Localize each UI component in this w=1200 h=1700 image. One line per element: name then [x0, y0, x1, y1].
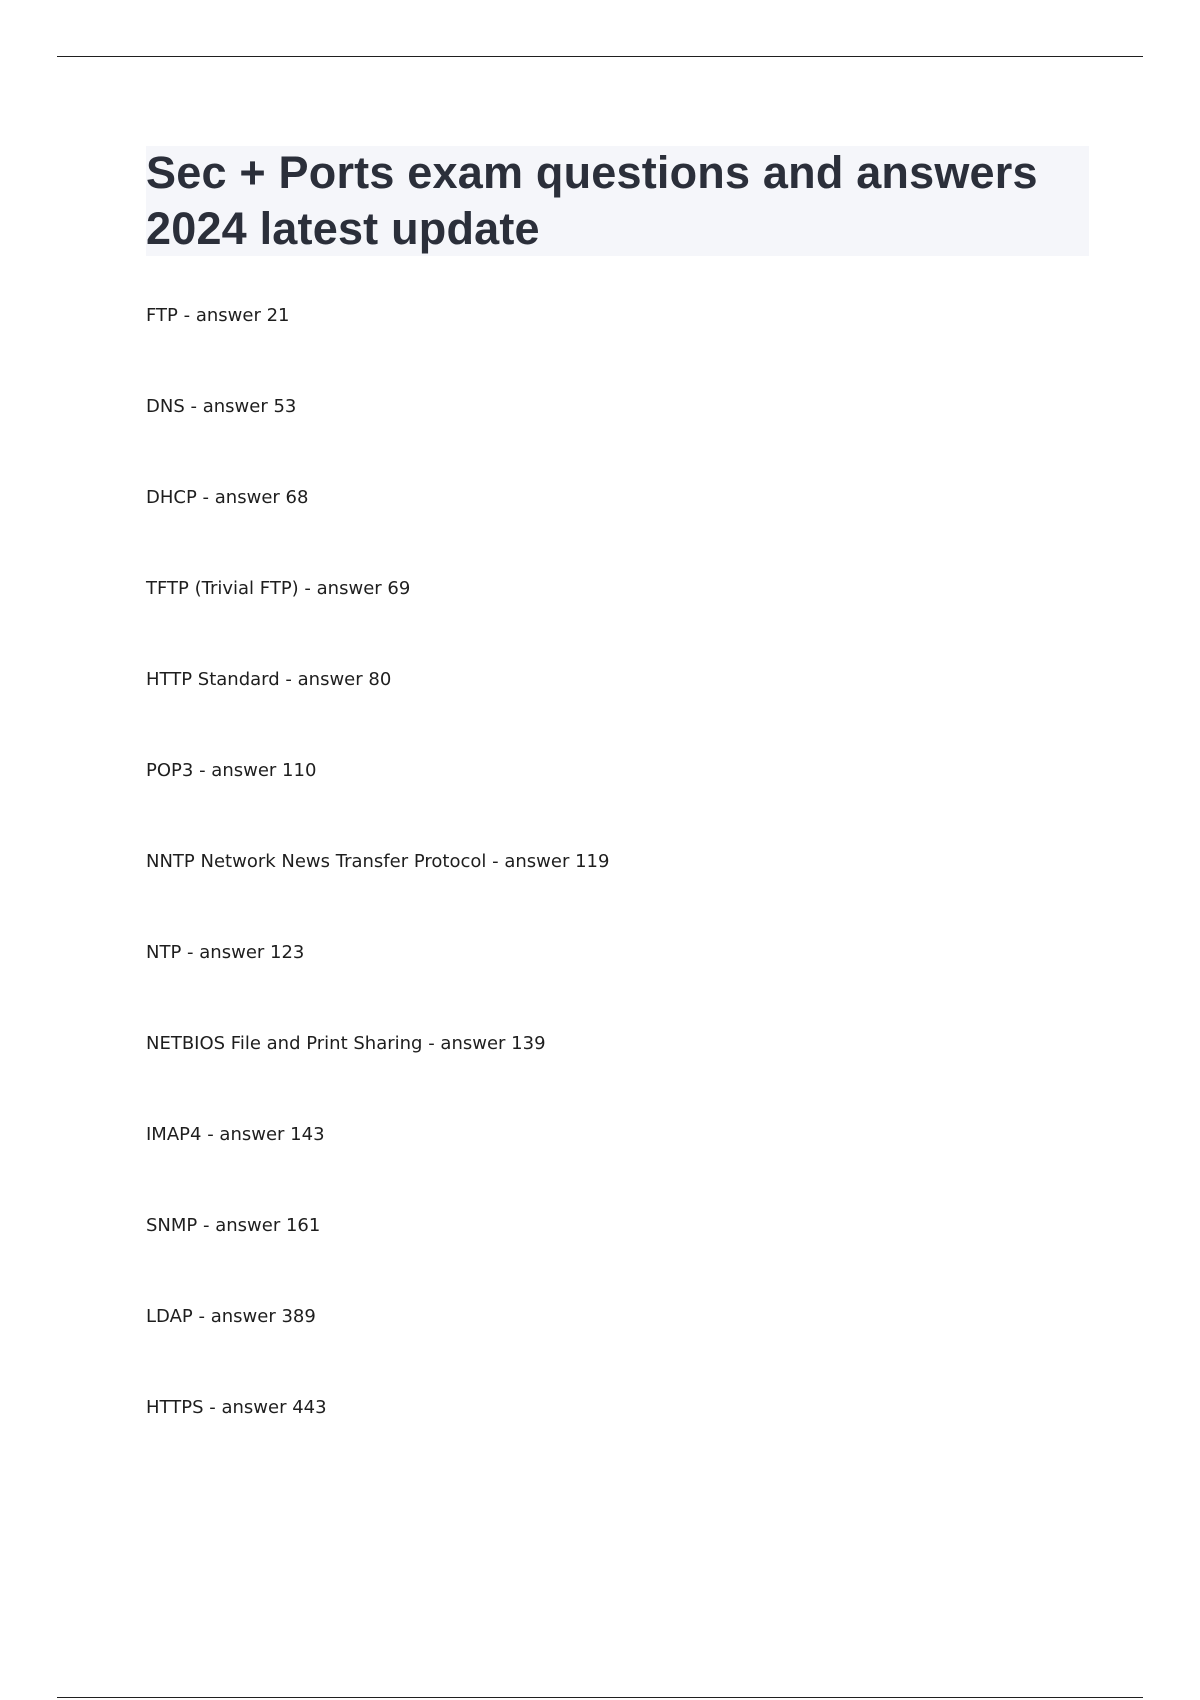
qa-item [146, 666, 609, 757]
separator [181, 942, 199, 963]
separator [197, 1215, 215, 1236]
question-text: TFTP (Trivial FTP) [146, 578, 299, 599]
answer-label: answer [221, 1397, 287, 1418]
question-text: HTTP Standard [146, 669, 280, 690]
question-text: NETBIOS File and Print Sharing [146, 1033, 423, 1054]
qa-item [146, 1030, 609, 1121]
question-text: DHCP [146, 487, 197, 508]
document-title: Sec + Ports exam questions and answers 2024 latest update [146, 147, 1038, 254]
answer-value: 143 [290, 1124, 325, 1145]
answer-value: 80 [368, 669, 392, 690]
question-text: IMAP4 [146, 1124, 202, 1145]
separator [422, 1033, 440, 1054]
answer-value: 68 [285, 487, 309, 508]
qa-item [146, 1121, 609, 1212]
answer-value: 69 [387, 578, 411, 599]
separator [185, 396, 203, 417]
answer-value: 389 [281, 1306, 316, 1327]
separator [193, 760, 211, 781]
question-text: HTTPS [146, 1397, 204, 1418]
qa-item [146, 393, 609, 484]
answer-label: answer [211, 760, 277, 781]
question-text: POP3 [146, 760, 194, 781]
answer-value: 21 [266, 305, 290, 326]
answer-label: answer [215, 1215, 281, 1236]
separator [204, 1397, 222, 1418]
answer-label: answer [195, 305, 261, 326]
answer-value: 123 [270, 942, 305, 963]
answer-label: answer [214, 487, 280, 508]
qa-item [146, 757, 609, 848]
qa-item [146, 575, 609, 666]
question-text: NNTP Network News Transfer Protocol [146, 851, 487, 872]
qa-item [146, 1394, 609, 1485]
separator [193, 1306, 211, 1327]
question-text: SNMP [146, 1215, 198, 1236]
answer-label: answer [440, 1033, 506, 1054]
question-text: NTP [146, 942, 182, 963]
qa-item [146, 302, 609, 393]
answer-value: 119 [575, 851, 610, 872]
answer-label: answer [210, 1306, 276, 1327]
separator [197, 487, 215, 508]
answer-label: answer [219, 1124, 285, 1145]
question-text: FTP [146, 305, 178, 326]
footer-rule [57, 1697, 1143, 1698]
qa-list [146, 302, 609, 1485]
qa-item [146, 1303, 609, 1394]
qa-item [146, 1212, 609, 1303]
answer-label: answer [202, 396, 268, 417]
answer-value: 53 [273, 396, 297, 417]
answer-value: 161 [285, 1215, 321, 1236]
separator [178, 305, 196, 326]
answer-label: answer [504, 851, 570, 872]
separator [299, 578, 317, 599]
separator [486, 851, 504, 872]
answer-label: answer [297, 669, 363, 690]
answer-value: 139 [511, 1033, 546, 1054]
question-text: DNS [146, 396, 185, 417]
answer-value: 110 [282, 760, 317, 781]
qa-item [146, 939, 609, 1030]
separator [280, 669, 298, 690]
question-text: LDAP [146, 1306, 193, 1327]
qa-item [146, 484, 609, 575]
answer-label: answer [199, 942, 265, 963]
separator [201, 1124, 219, 1145]
answer-value: 443 [292, 1397, 327, 1418]
header-rule [57, 56, 1143, 57]
answer-label: answer [316, 578, 382, 599]
qa-item [146, 848, 609, 939]
